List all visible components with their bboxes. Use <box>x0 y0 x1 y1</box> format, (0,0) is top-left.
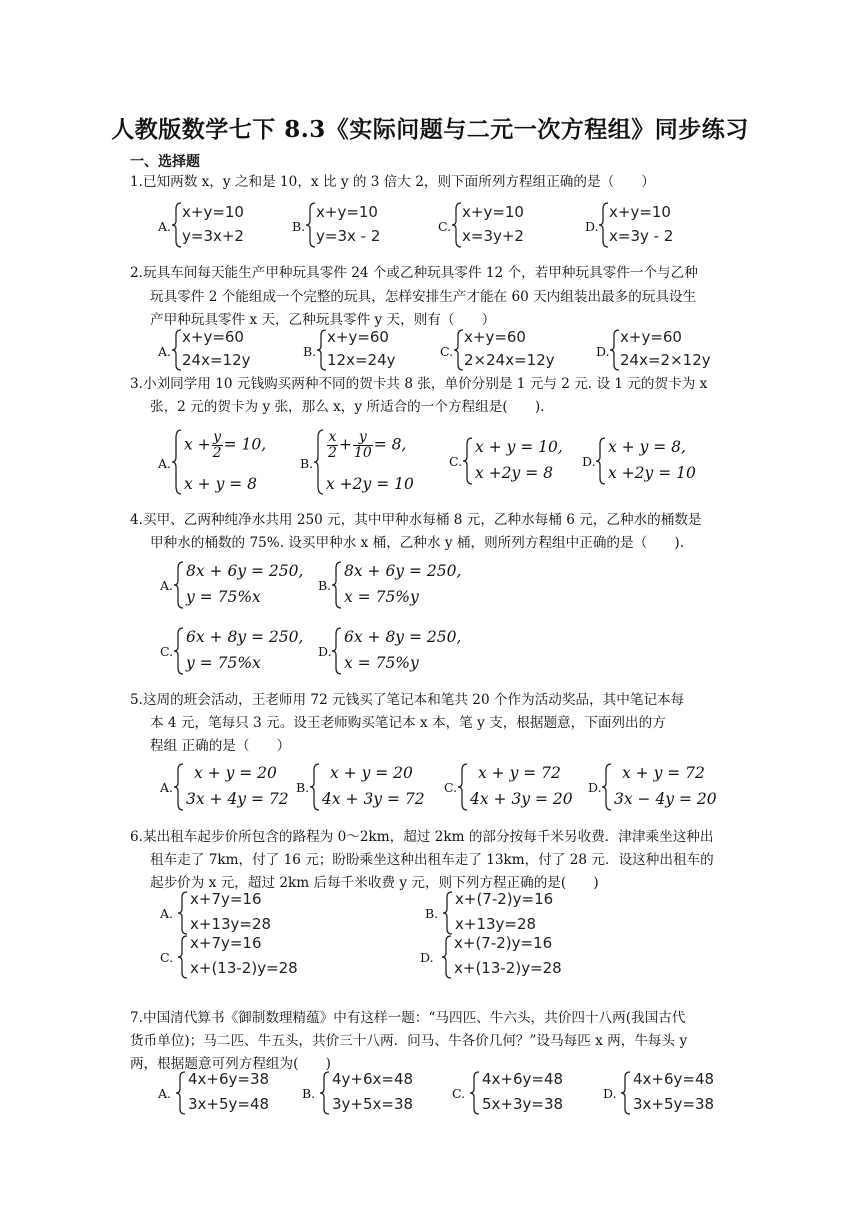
option-label: B. <box>296 780 310 795</box>
option-label: B. <box>292 219 306 234</box>
option-label: A. <box>158 219 172 234</box>
equation-1: x+(7-2)y=16 <box>455 890 554 908</box>
brace-icon <box>317 328 327 372</box>
equation-1: 6x + 8y = 250, <box>186 628 304 646</box>
equation-2: x+13y=28 <box>455 915 537 933</box>
brace-icon <box>174 762 184 812</box>
option-label: A. <box>160 578 174 593</box>
brace-icon <box>178 934 188 980</box>
equation-1: x+y=60 <box>182 328 244 346</box>
brace-icon <box>320 1070 330 1116</box>
question-3-text-cont: 张，2 元的贺卡为 y 张，那么 x，y 所适合的一个方程组是( ). <box>150 399 545 415</box>
equation-2: 3x + 4y = 72 <box>186 790 289 808</box>
equation-2: x = 75%y <box>344 588 419 606</box>
equation-1: x+y=10 <box>316 203 378 221</box>
brace-icon <box>599 201 609 249</box>
brace-icon <box>306 201 316 249</box>
equation-1: 4x+6y=38 <box>188 1070 270 1088</box>
brace-icon <box>172 428 182 496</box>
question-6-text-cont: 租车走了 7km，付了 16 元；盼盼乘坐这种出租车走了 13km，付了 28 元．设这种出租车的 <box>150 852 714 868</box>
brace-icon <box>174 626 184 676</box>
option-label: A. <box>160 780 174 795</box>
question-2-text-cont: 产甲种玩具零件 x 天，乙种玩具零件 y 天，则有（ ） <box>150 312 496 328</box>
equation-2: 4x + 3y = 72 <box>322 790 425 808</box>
option-label: B. <box>318 578 332 593</box>
option-label: D. <box>588 780 602 795</box>
question-7-text-cont: 两，根据题意可列方程组为( ) <box>130 1056 331 1072</box>
equation-1: x+y=60 <box>327 328 389 346</box>
equation-1: x + y = 72 <box>622 764 705 782</box>
question-4-text: 4.买甲、乙两种纯净水共用 250 元，其中甲种水每桶 8 元，乙种水每桶 6 元，乙种水的桶数是 <box>130 512 702 528</box>
question-7-text-cont: 货币单位)；马二匹、牛五头，共价三十八两．问马、牛各价几何？”设马每匹 x 两，牛每头 y <box>130 1033 688 1049</box>
question-1-text: 1.已知两数 x，y 之和是 10，x 比 y 的 3 倍大 2，则下面所列方程组正确的是（ ） <box>130 174 655 190</box>
question-2-text-cont: 玩具零件 2 个能组成一个完整的玩具，怎样安排生产才能在 60 天内组装出最多的玩具设生 <box>150 289 697 305</box>
brace-icon <box>596 436 606 486</box>
equation-1: 8x + 6y = 250, <box>186 562 304 580</box>
equation-2: 12x=24y <box>327 351 396 369</box>
equation-2: 2×24x=12y <box>464 351 555 369</box>
brace-icon <box>452 201 462 249</box>
question-4-text-cont: 甲种水的桶数的 75%. 设买甲种水 x 桶，乙种水 y 桶，则所列方程组中正确的是（ ). <box>150 535 685 551</box>
brace-icon <box>172 328 182 372</box>
equation-2: x +2y = 8 <box>475 464 553 482</box>
brace-icon <box>310 762 320 812</box>
equation-2: x +2y = 10 <box>608 464 696 482</box>
option-label: C. <box>444 780 458 795</box>
equation-1: x+y=10 <box>182 203 244 221</box>
equation-2: y=3x - 2 <box>316 227 381 245</box>
equation-2: x+(13-2)y=28 <box>454 959 562 977</box>
option-label: B. <box>302 1086 316 1101</box>
equation-2: 3x+5y=48 <box>188 1095 270 1113</box>
equation-2: 5x+3y=38 <box>482 1095 564 1113</box>
question-5-text-cont: 本 4 元，笔每只 3 元。设王老师购买笔记本 x 本，笔 y 支，根据题意，下面列出的方 <box>150 715 666 731</box>
option-label: B. <box>300 456 314 471</box>
option-label: D. <box>420 950 434 965</box>
equation-1: x+7y=16 <box>190 934 262 952</box>
equation-1: x+y=60 <box>620 328 682 346</box>
option-label: D. <box>603 1086 617 1101</box>
brace-icon <box>454 328 464 372</box>
equation-2: 24x=2×12y <box>620 351 711 369</box>
equation-2: x = 75%y <box>344 654 419 672</box>
brace-icon <box>602 762 612 812</box>
brace-icon <box>178 890 188 936</box>
option-label: C. <box>440 344 454 359</box>
option-label: D. <box>318 644 332 659</box>
equation-1: 4y+6x=48 <box>332 1070 414 1088</box>
option-label: D. <box>582 454 596 469</box>
option-label: C. <box>160 644 174 659</box>
option-label: A. <box>158 456 172 471</box>
brace-icon <box>463 436 473 486</box>
equation-2: 3x+5y=38 <box>633 1095 715 1113</box>
page-title: 人教版数学七下 8.3《实际问题与二元一次方程组》同步练习 <box>111 116 749 143</box>
brace-icon <box>314 428 324 496</box>
option-label: A. <box>158 344 172 359</box>
equation-1: x+7y=16 <box>190 890 262 908</box>
equation-2: x=3y - 2 <box>609 227 674 245</box>
question-3-text: 3.小刘同学用 10 元钱购买两种不同的贺卡共 8 张，单价分别是 1 元与 2 元. 设 1 元的贺卡为 x <box>130 376 708 392</box>
option-label: A. <box>160 906 174 921</box>
question-5-text-cont: 程组 正确的是（ ） <box>150 738 291 754</box>
equation-2: x + y = 8 <box>184 475 258 493</box>
equation-2: 4x + 3y = 20 <box>470 790 573 808</box>
brace-icon <box>172 201 182 249</box>
brace-icon <box>443 890 453 936</box>
equation-1: $\frac{x}{2}$ + $\frac{y}{10}$ = 8, <box>328 429 407 461</box>
equation-1: x+y=10 <box>609 203 671 221</box>
equation-2: x +2y = 10 <box>326 475 414 493</box>
equation-2: y = 75%x <box>186 654 261 672</box>
brace-icon <box>610 328 620 372</box>
question-6-text: 6.某出租车起步价所包含的路程为 0～2km，超过 2km 的部分按每千米另收费．津津乘坐这种出 <box>130 829 714 845</box>
option-label: C. <box>438 219 452 234</box>
equation-1: x + $\frac{y}{2}$ = 10, <box>184 429 267 461</box>
equation-2: 24x=12y <box>182 351 251 369</box>
equation-1: 8x + 6y = 250, <box>344 562 462 580</box>
brace-icon <box>174 560 184 610</box>
question-7-text: 7.中国清代算书《御制数理精蕴》中有这样一题：“马四匹、牛六头，共价四十八两(我国古代 <box>130 1010 686 1026</box>
equation-1: x + y = 20 <box>194 764 277 782</box>
brace-icon <box>176 1070 186 1116</box>
equation-1: x + y = 72 <box>478 764 561 782</box>
option-label: B. <box>425 906 439 921</box>
brace-icon <box>458 762 468 812</box>
question-6-text-cont: 起步价为 x 元，超过 2km 后每千米收费 y 元，则下列方程正确的是( ) <box>150 875 599 891</box>
brace-icon <box>332 560 342 610</box>
brace-icon <box>332 626 342 676</box>
equation-2: y=3x+2 <box>182 227 244 245</box>
equation-2: y = 75%x <box>186 588 261 606</box>
brace-icon <box>442 934 452 980</box>
equation-2: x+(13-2)y=28 <box>190 959 298 977</box>
equation-1: x+y=60 <box>464 328 526 346</box>
equation-2: x+13y=28 <box>190 915 272 933</box>
brace-icon <box>621 1070 631 1116</box>
equation-1: 6x + 8y = 250, <box>344 628 462 646</box>
equation-1: x+y=10 <box>462 203 524 221</box>
question-5-text: 5.这周的班会活动，王老师用 72 元钱买了笔记本和笔共 20 个作为活动奖品，其中笔记本每 <box>130 692 685 708</box>
equation-1: 4x+6y=48 <box>482 1070 564 1088</box>
equation-1: x+(7-2)y=16 <box>454 934 553 952</box>
option-label: C. <box>452 1086 466 1101</box>
option-label: D. <box>585 219 599 234</box>
equation-1: x + y = 20 <box>330 764 413 782</box>
equation-1: x + y = 10, <box>475 438 563 456</box>
equation-1: x + y = 8, <box>608 438 686 456</box>
option-label: B. <box>303 344 317 359</box>
section-heading: 一、选择题 <box>130 154 200 170</box>
equation-2: 3y+5x=38 <box>332 1095 414 1113</box>
brace-icon <box>470 1070 480 1116</box>
option-label: C. <box>449 454 463 469</box>
question-2-text: 2.玩具车间每天能生产甲种玩具零件 24 个或乙种玩具零件 12 个，若甲种玩具零件一个与乙种 <box>130 265 698 281</box>
equation-2: 3x − 4y = 20 <box>614 790 717 808</box>
option-label: A. <box>158 1086 172 1101</box>
equation-1: 4x+6y=48 <box>633 1070 715 1088</box>
equation-2: x=3y+2 <box>462 227 524 245</box>
option-label: D. <box>596 344 610 359</box>
option-label: C. <box>160 950 174 965</box>
